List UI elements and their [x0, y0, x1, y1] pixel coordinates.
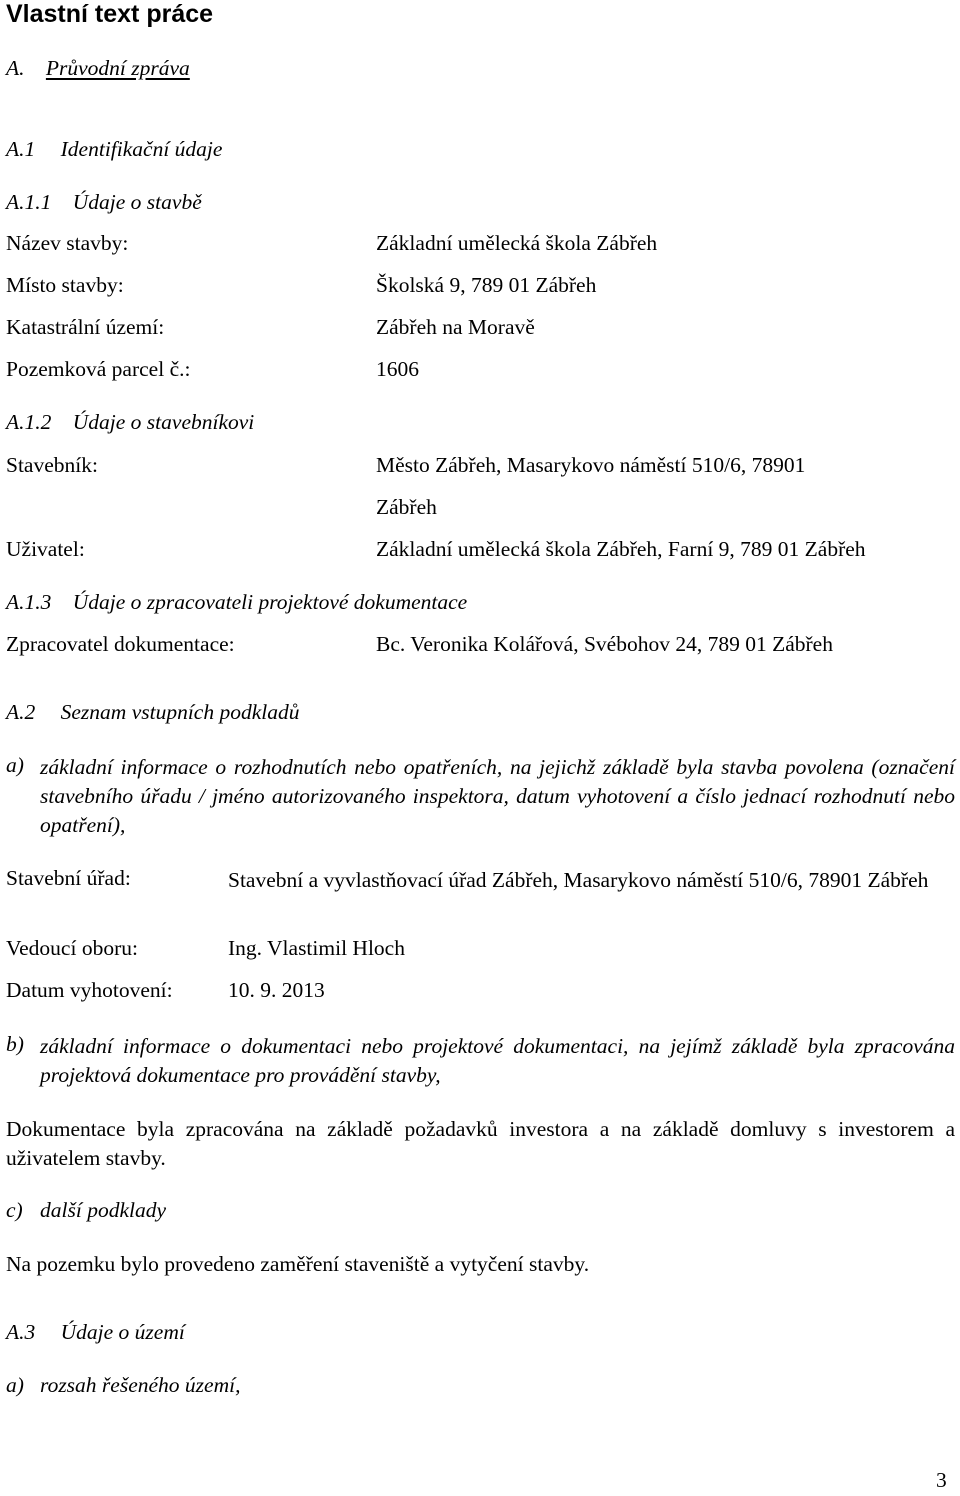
zpracovatel-label: Zpracovatel dokumentace:: [6, 632, 235, 656]
urad-value: Stavební a vyvlastňovací úřad Zábřeh, Masarykovo náměstí 510/6, 78901 Zábřeh: [228, 868, 929, 892]
section-a2-title: Seznam vstupních podkladů: [60, 700, 300, 724]
section-a12-title: Údaje o stavebníkovi: [72, 410, 255, 434]
item-b-marker: b): [6, 1032, 24, 1056]
section-a12-number: A.1.2: [6, 410, 52, 434]
urad-label: Stavební úřad:: [6, 866, 131, 890]
datum-label: Datum vyhotovení:: [6, 978, 173, 1002]
section-a3-number: A.3: [6, 1320, 36, 1344]
field-label: Místo stavby:: [6, 273, 124, 297]
field-value: Školská 9, 789 01 Zábřeh: [376, 273, 597, 297]
item-b-text: základní informace o dokumentaci nebo projektové dokumentaci, na jejímž základě byla zpracována projektová dokumentace pro provádění stavby,: [40, 1034, 955, 1087]
stavebnik-value-line2: Zábřeh: [376, 495, 437, 519]
section-a-title: Průvodní zpráva: [45, 56, 190, 80]
vedouci-value: Ing. Vlastimil Hloch: [228, 936, 405, 960]
field-value: Zábřeh na Moravě: [376, 315, 535, 339]
stavebnik-value-line1: Město Zábřeh, Masarykovo náměstí 510/6, 78901: [376, 453, 806, 477]
uzivatel-label: Uživatel:: [6, 537, 85, 561]
vedouci-label: Vedoucí oboru:: [6, 936, 138, 960]
paragraph-b: Dokumentace byla zpracována na základě požadavků investora a na základě domluvy s investorem a uživatelem stavby.: [6, 1117, 955, 1170]
section-a1-number: A.1: [6, 137, 36, 161]
paragraph-c: Na pozemku bylo provedeno zaměření staveniště a vytyčení stavby.: [6, 1252, 590, 1276]
section-a-heading: [6, 56, 190, 81]
section-a3-heading: [6, 1320, 185, 1345]
item-a-text: základní informace o rozhodnutích nebo opatřeních, na jejichž základě byla stavba povolena (označení stavebního úřadu / jméno autorizovaného inspektora, datum vyhotovení a číslo jednací rozhodnutí nebo opatření),: [40, 755, 955, 837]
section-a12-heading: [6, 410, 254, 435]
zpracovatel-value: Bc. Veronika Kolářová, Svébohov 24, 789 01 Zábřeh: [376, 632, 833, 656]
field-value: Základní umělecká škola Zábřeh: [376, 231, 658, 255]
item-a3a-text: rozsah řešeného území,: [40, 1373, 241, 1397]
section-a13-title: Údaje o zpracovateli projektové dokumentace: [72, 590, 468, 614]
datum-value: 10. 9. 2013: [228, 978, 325, 1002]
stavebnik-label: Stavebník:: [6, 453, 98, 477]
section-a1-heading: [6, 137, 222, 162]
field-label: Katastrální území:: [6, 315, 165, 339]
section-a-number: A.: [6, 56, 25, 80]
field-value: 1606: [376, 357, 419, 381]
page-title: Vlastní text práce: [6, 0, 214, 28]
field-label: Název stavby:: [6, 231, 129, 255]
section-a13-heading: [6, 590, 467, 615]
section-a11-number: A.1.1: [6, 190, 52, 214]
field-label: Pozemková parcel č.:: [6, 357, 191, 381]
section-a2-number: A.2: [6, 700, 36, 724]
item-c-marker: c): [6, 1198, 23, 1222]
item-a-marker: a): [6, 753, 24, 777]
section-a13-number: A.1.3: [6, 590, 52, 614]
uzivatel-value: Základní umělecká škola Zábřeh, Farní 9, 789 01 Zábřeh: [376, 537, 866, 561]
section-a2-heading: [6, 700, 300, 725]
section-a3-title: Údaje o území: [60, 1320, 185, 1344]
section-a1-title: Identifikační údaje: [60, 137, 223, 161]
page-number: 3: [936, 1468, 947, 1492]
section-a11-title: Údaje o stavbě: [72, 190, 202, 214]
item-c-text: další podklady: [40, 1198, 166, 1222]
section-a11-heading: [6, 190, 202, 215]
item-a3a-marker: a): [6, 1373, 24, 1397]
